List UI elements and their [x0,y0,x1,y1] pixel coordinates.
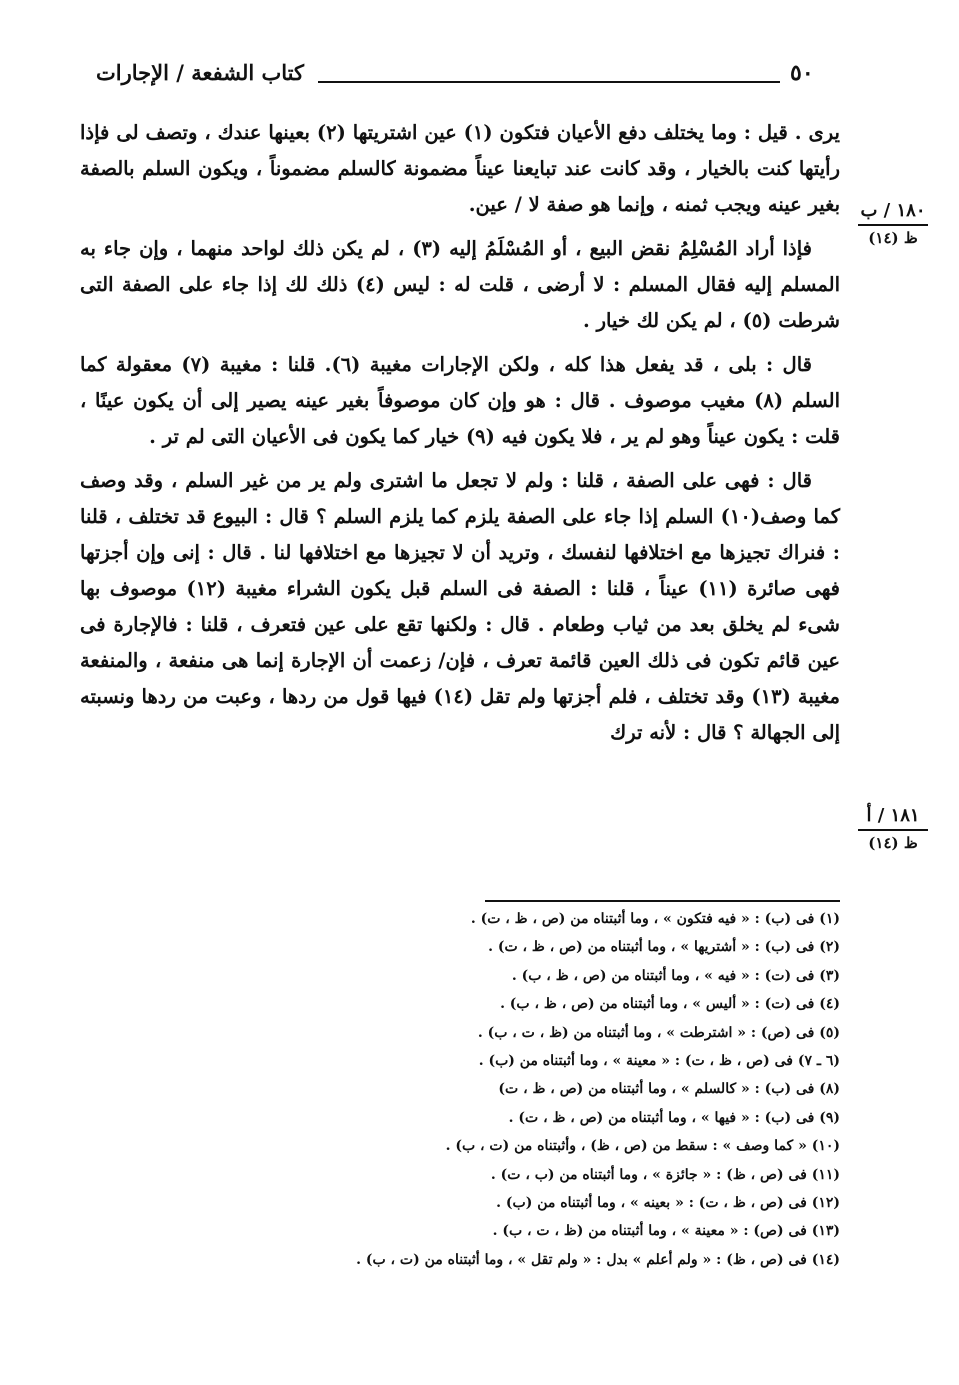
running-header-title: كتاب الشفعة / الإجارات [95,60,304,85]
footnote: (١٠) « كما وصف » : سقط من (ص ، ظ) ، وأثبتناه من (ت ، ب) . [445,1138,840,1155]
footnote-rule [485,900,840,902]
header-rule [318,81,780,83]
paragraph: قال : فهى على الصفة ، قلنا : ولم لا تجعل ما اشترى ولم ير من غير السلم ، وقد وصف كما وصف(١٠) السلم إذا جاء على الصفة يلزم كما يلزم السلم ؟ قال : البيوع قد تختلف ، قلنا : فنراك تجيزها مع اختلافها لنفسك ، وتريد أن لا تجيزها مع اختلافها لنا . قال : إنى وإن أجزتها فهى صائرة (١١) عيناً ، قلنا : الصفة فى السلم قبل يكون الشراء مغيبة (١٢) موصوف بها شىء لم يخلق بعد من ثياب وطعام . قال : ولكنها تقع على عين فتعرف ، قلنا : فالإجارة فى عين قائم تكون فى ذلك العين قائمة تعرف ، فإن/ زعمت أن الإجارة إنما هى منفعة ، والمنفعة مغيبة (١٣) وقد تختلف ، فلم أجزتها ولم تقل (١٤) فيها قول من ردها ، وعبت من ردها ونسبته إلى الجهالة ؟ قال : لأنه ترك [80,469,840,744]
margin-folio: ١٨٠ / ب [858,200,928,226]
footnote: (٦ ـ ٧) فى (ص ، ظ ، ت) : « معينة » ، وما أثبتناه من (ب) . [478,1053,840,1070]
margin-manuscript: ظ (١٤) [868,834,918,852]
page-number: ٥٠ [790,60,814,86]
footnote: (٣) فى (ت) : « فيه » ، وما أثبتناه من (ص ، ظ ، ب) . [511,967,840,984]
paragraph: فإذا أراد المُسْلِمُ نقض البيع ، أو المُسْلَمُ إليه (٣) ، لم يكن ذلك لواحد منهما ، وإن جاء به المسلم إليه فقال المسلم : لا أرضى ، قلت له : ليس (٤) ذلك لك إذا جاء على الصفة التى شرطت (٥) ، لم يكن لك خيار . [80,237,840,332]
footnote: (٥) فى (ص) : « اشترطت » ، وما أثبتناه من (ظ ، ت ، ب) . [477,1024,840,1041]
paragraph: يرى . قيل : وما يختلف دفع الأعيان فتكون (١) عين اشتريتها (٢) بعينها عندك ، وتصف لى فإذا رأيتها كنت بالخيار ، وقد كانت عند تبايعنا عيناً مضمونة كالسلم مضموناً ، ويكون السلم بالصفة بغير عينه ويجب ثمنه ، وإنما هو صفة لا / عين. [80,121,840,216]
paragraph: قال : بلى ، قد يفعل هذا كله ، ولكن الإجارات مغيبة (٦). قلنا : مغيبة (٧) معقولة كما السلم (٨) مغيب موصوف . قال : هو وإن كان موصوفاً بغير عينه يصير إلى أن يكون عينًا ، قلت : يكون عيناً وهو لم ير ، فلا يكون فيه (٩) خيار كما يكون فى الأعيان التى لم تر . [80,353,840,448]
footnote: (١٢) فى (ص ، ظ ، ت) : « بعينه » ، وما أثبتناه من (ب) . [496,1195,840,1212]
footnote: (٢) فى (ب) : « أشتريها » ، وما أثبتناه من (ص ، ظ ، ت) . [488,939,840,956]
footnotes [120,905,840,1274]
margin-note [858,805,928,852]
main-text [80,115,840,759]
footnote: (٩) فى (ب) : « فيها » ، وما أثبتناه من (ص ، ظ ، ت) . [508,1109,840,1126]
footnote: (٤) فى (ت) : « أليس » ، وما أثبتناه من (ص ، ظ ، ب) . [500,996,840,1013]
footnote: (١١) فى (ص ، ظ) : « جائزة » ، وما أثبتناه من (ب ، ت) . [490,1166,840,1183]
footnote: (١٣) فى (ص) : « معينة » ، وما أثبتناه من (ظ ، ت ، ب) . [492,1223,840,1240]
margin-manuscript: ظ (١٤) [868,229,918,247]
footnote: (١) فى (ب) : « فيه فتكون » ، وما أثبتناه من (ص ، ظ ، ت) . [470,911,840,927]
margin-note [858,200,928,247]
footnote: (٨) فى (ب) : « كالسلم » ، وما أثبتناه من (ص ، ظ ، ت) [498,1081,840,1098]
footnote: (١٤) فى (ص ، ظ) : « ولم أعلم » بدل : « ولم تقل » ، وما أثبتناه من (ت ، ب) . [356,1251,840,1268]
margin-folio: ١٨١ / أ [858,805,928,831]
